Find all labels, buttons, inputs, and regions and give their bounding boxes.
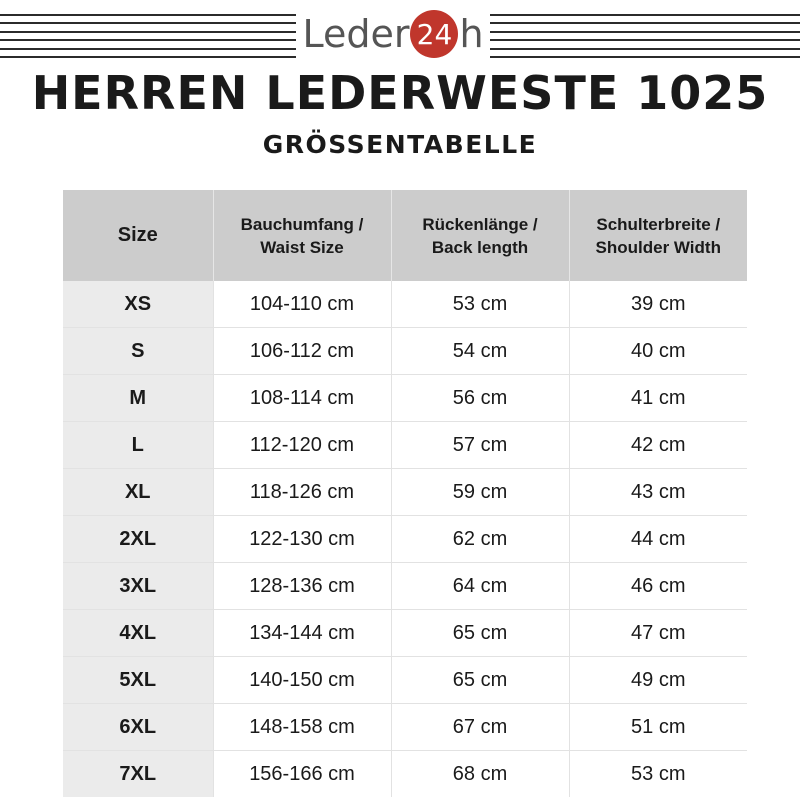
table-row bbox=[63, 469, 747, 516]
shoulder-width-cell: 44 cm bbox=[569, 516, 747, 563]
decorative-stripes-right bbox=[490, 14, 800, 58]
shoulder-width-cell: 49 cm bbox=[569, 657, 747, 704]
header-waist-size: Bauchumfang / Waist Size bbox=[213, 190, 391, 281]
waist-cell: 112-120 cm bbox=[213, 422, 391, 469]
page-title: HERREN LEDERWESTE 1025 bbox=[31, 66, 769, 120]
waist-cell: 122-130 cm bbox=[213, 516, 391, 563]
header-shoulder-width: Schulterbreite / Shoulder Width bbox=[569, 190, 747, 281]
shoulder-width-cell: 53 cm bbox=[569, 751, 747, 798]
header-band bbox=[0, 0, 800, 66]
back-length-cell: 56 cm bbox=[391, 375, 569, 422]
size-cell: 4XL bbox=[63, 610, 213, 657]
back-length-cell: 59 cm bbox=[391, 469, 569, 516]
waist-cell: 148-158 cm bbox=[213, 704, 391, 751]
back-length-cell: 67 cm bbox=[391, 704, 569, 751]
waist-cell: 128-136 cm bbox=[213, 563, 391, 610]
back-length-cell: 65 cm bbox=[391, 657, 569, 704]
table-row bbox=[63, 704, 747, 751]
back-length-cell: 53 cm bbox=[391, 281, 569, 328]
shoulder-width-cell: 39 cm bbox=[569, 281, 747, 328]
back-length-cell: 64 cm bbox=[391, 563, 569, 610]
table-row bbox=[63, 563, 747, 610]
waist-cell: 134-144 cm bbox=[213, 610, 391, 657]
table-row bbox=[63, 610, 747, 657]
shoulder-width-cell: 47 cm bbox=[569, 610, 747, 657]
waist-cell: 156-166 cm bbox=[213, 751, 391, 798]
size-cell: L bbox=[63, 422, 213, 469]
decorative-stripes-left bbox=[0, 14, 296, 58]
size-cell: 3XL bbox=[63, 563, 213, 610]
size-cell: 6XL bbox=[63, 704, 213, 751]
back-length-cell: 54 cm bbox=[391, 328, 569, 375]
back-length-cell: 65 cm bbox=[391, 610, 569, 657]
size-cell: XL bbox=[63, 469, 213, 516]
logo-text-h: h bbox=[459, 12, 484, 56]
back-length-cell: 68 cm bbox=[391, 751, 569, 798]
shoulder-width-cell: 40 cm bbox=[569, 328, 747, 375]
table-row bbox=[63, 657, 747, 704]
shoulder-width-cell: 46 cm bbox=[569, 563, 747, 610]
logo-text-leder: Leder bbox=[302, 12, 410, 56]
waist-cell: 104-110 cm bbox=[213, 281, 391, 328]
table-row bbox=[63, 516, 747, 563]
size-cell: XS bbox=[63, 281, 213, 328]
waist-cell: 106-112 cm bbox=[213, 328, 391, 375]
logo-circle-24: 24 bbox=[410, 10, 458, 58]
back-length-cell: 57 cm bbox=[391, 422, 569, 469]
back-length-cell: 62 cm bbox=[391, 516, 569, 563]
size-chart-table bbox=[63, 190, 747, 797]
table-row bbox=[63, 422, 747, 469]
size-cell: M bbox=[63, 375, 213, 422]
size-cell: S bbox=[63, 328, 213, 375]
header-back-length: Rückenlänge / Back length bbox=[391, 190, 569, 281]
table-header-row bbox=[63, 190, 747, 281]
table-row bbox=[63, 375, 747, 422]
shoulder-width-cell: 41 cm bbox=[569, 375, 747, 422]
table-row bbox=[63, 328, 747, 375]
shoulder-width-cell: 42 cm bbox=[569, 422, 747, 469]
size-cell: 5XL bbox=[63, 657, 213, 704]
header-size: Size bbox=[63, 190, 213, 281]
leder24h-logo bbox=[296, 8, 490, 60]
size-cell: 2XL bbox=[63, 516, 213, 563]
shoulder-width-cell: 51 cm bbox=[569, 704, 747, 751]
size-cell: 7XL bbox=[63, 751, 213, 798]
table-row bbox=[63, 751, 747, 798]
waist-cell: 140-150 cm bbox=[213, 657, 391, 704]
page-subtitle: GRÖSSENTABELLE bbox=[262, 130, 538, 159]
waist-cell: 118-126 cm bbox=[213, 469, 391, 516]
table-row bbox=[63, 281, 747, 328]
shoulder-width-cell: 43 cm bbox=[569, 469, 747, 516]
waist-cell: 108-114 cm bbox=[213, 375, 391, 422]
